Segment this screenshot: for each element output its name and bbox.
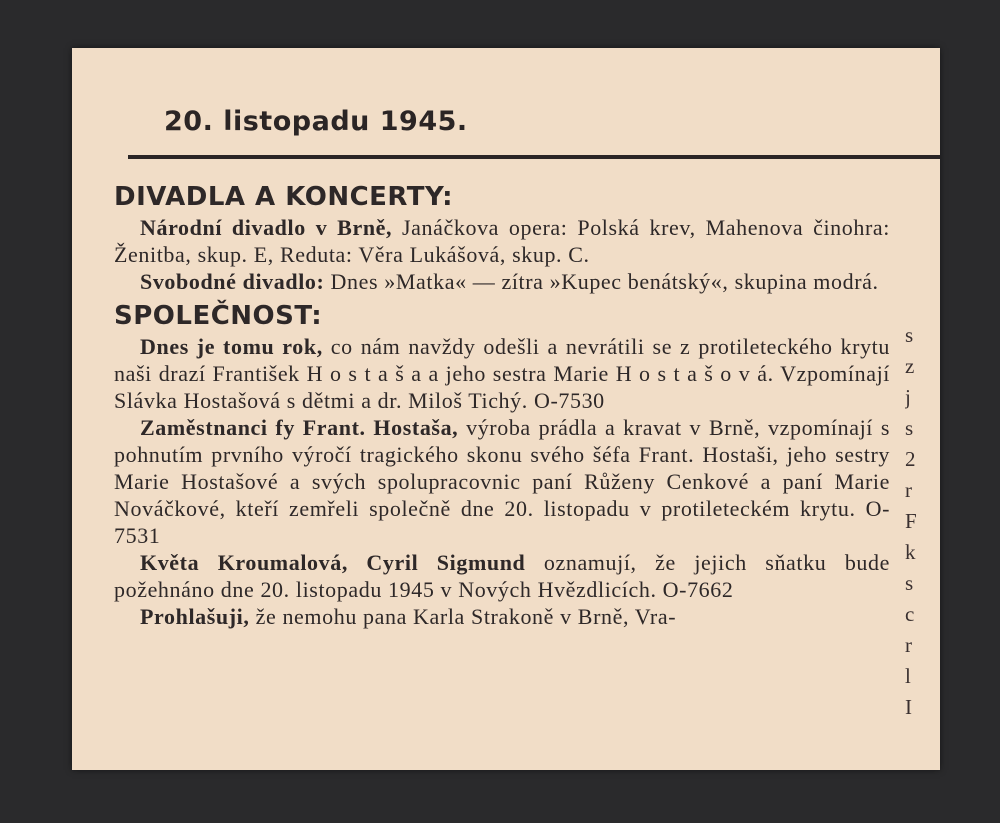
edge-letter: s: [905, 416, 914, 440]
entry-title: Prohlašuji,: [140, 604, 250, 629]
edge-letter: k: [905, 540, 916, 564]
edge-letter: I: [905, 695, 912, 719]
entry-free-theatre: [114, 268, 890, 295]
entry-memorial-employees: [114, 414, 890, 549]
edge-letter: s: [905, 323, 914, 347]
edge-letter: r: [905, 478, 912, 502]
entry-text: výroba prádla a kravat v Brně, vzpomínají s pohnutím prvního výročí tragického skonu svého šéfa Frant. Hostaši, jeho sestry Marie Hostašové a svých spolupracovnic paní Růženy Cenkové a paní Marie Nováčkové, kteří zemřeli společně dne 20. listopadu v protileteckém krytu. O-7531: [114, 415, 890, 548]
entry-text: Janáčkova opera: Polská krev, Mahenova činohra: Ženitba, skup. E, Reduta: Věra Lukášová, skup. C.: [114, 215, 890, 267]
entry-wedding: [114, 549, 890, 603]
entry-declaration: [114, 603, 890, 630]
entry-text: že nemohu pana Karla Strakoně v Brně, Vra-: [255, 604, 677, 629]
edge-letter: r: [905, 633, 912, 657]
edge-letter: j: [905, 385, 911, 409]
edge-letter: s: [905, 571, 914, 595]
adjacent-column-fragment: [905, 320, 945, 760]
entry-text: Dnes »Matka« — zítra »Kupec benátský«, skupina modrá.: [330, 269, 879, 294]
entry-national-theatre: [114, 214, 890, 268]
entry-title: Národní divadlo v Brně,: [140, 215, 393, 240]
edge-letter: 2: [905, 447, 916, 471]
entry-text: co nám navždy odešli a nevrátili se z protileteckého krytu naši drazí František H o s t a š a a jeho sestra Marie H o s t a š o v á. Vzpomínají Slávka Hostašová s dětmi a dr. Miloš Tichý. O-7530: [114, 334, 890, 413]
entry-title: Zaměstnanci fy Frant. Hostaša,: [140, 415, 459, 440]
newspaper-clipping: [72, 48, 940, 770]
edge-letter: F: [905, 509, 917, 533]
date-header: 20. listopadu 1945.: [164, 106, 468, 137]
entry-title: Květa Kroumalová, Cyril Sigmund: [140, 550, 526, 575]
entry-title: Dnes je tomu rok,: [140, 334, 323, 359]
section-heading-theatres: DIVADLA A KONCERTY:: [114, 182, 453, 212]
edge-letter: c: [905, 602, 915, 626]
entry-text: oznamují, že jejich sňatku bude požehnáno dne 20. listopadu 1945 v Nových Hvězdlicích. O-7662: [114, 550, 890, 602]
entry-memorial-family: [114, 333, 890, 414]
header-rule: [128, 155, 940, 159]
article-body: [114, 180, 890, 630]
edge-letter: l: [905, 664, 911, 688]
entry-title: Svobodné divadlo:: [140, 269, 325, 294]
section-heading-society: SPOLEČNOST:: [114, 301, 323, 331]
edge-letter: z: [905, 354, 915, 378]
